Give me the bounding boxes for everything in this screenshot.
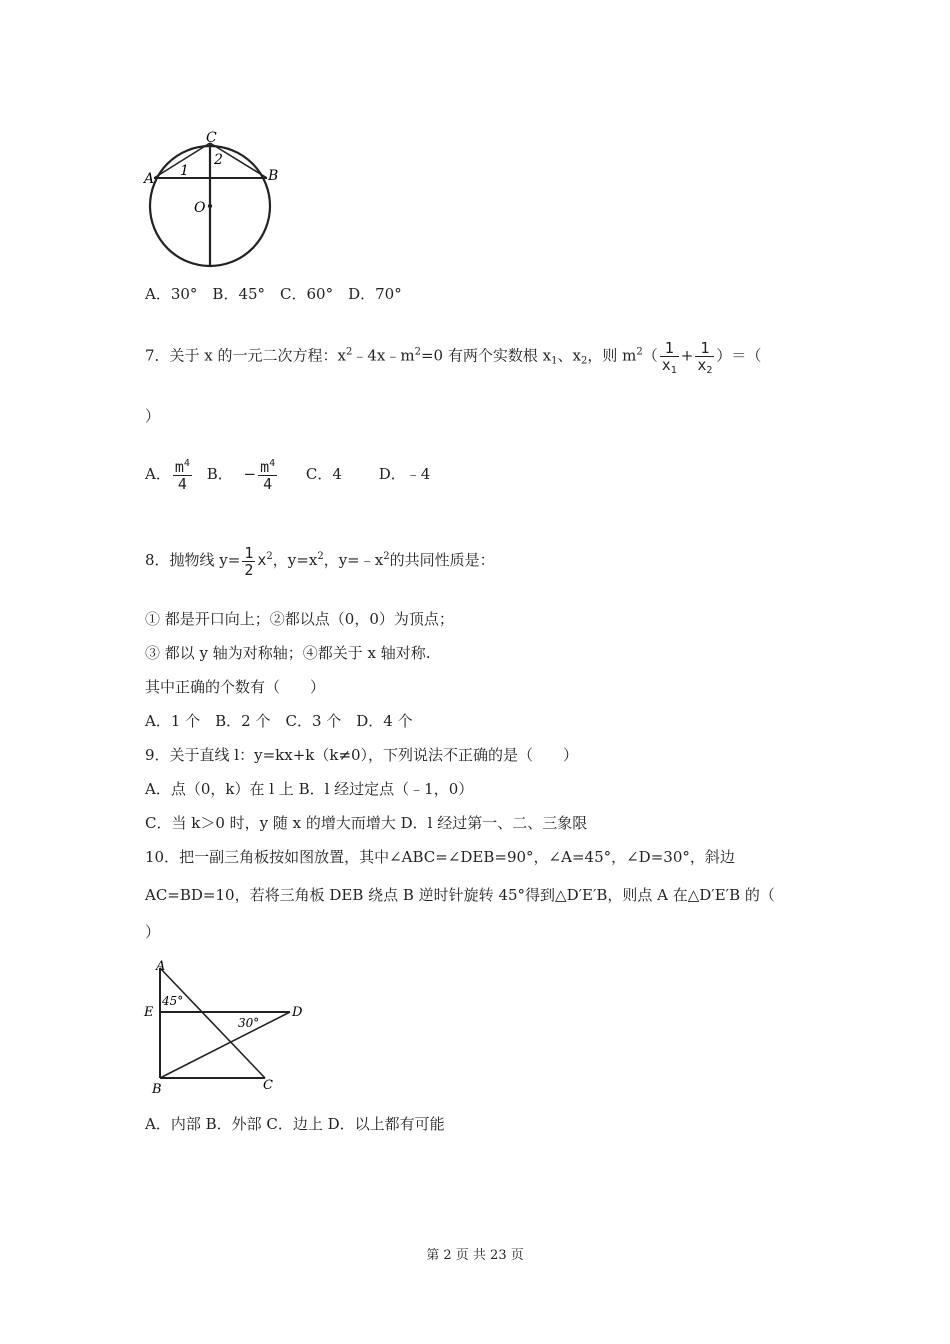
q8-line3: 其中正确的个数有（ ） xyxy=(145,678,326,696)
q9-stem: 9．关于直线 l：y=kx+k（k≠0），下列说法不正确的是（ ） xyxy=(145,746,579,764)
q8-line2: ③ 都以 y 轴为对称轴；④都关于 x 轴对称. xyxy=(145,644,431,662)
q7-opt-b-frac: $\frac{m^4}{4}$ xyxy=(260,457,276,493)
q6-options: A．30° B．45° C．60° D．70° xyxy=(145,285,402,303)
label-c: C xyxy=(263,1078,273,1093)
q10-triangles-figure xyxy=(140,956,310,1098)
label-o: O xyxy=(194,200,206,216)
q9-line1: A．点（0，k）在 l 上 B．l 经过定点（﹣1，0） xyxy=(145,780,474,798)
angle-45: 45° xyxy=(162,994,184,1008)
label-b: B xyxy=(152,1082,162,1097)
q7-frac-1: $\frac{1}{x_1}$ xyxy=(661,339,677,376)
label-a: A xyxy=(156,959,166,974)
q8-stem: 8．抛物线 y= $\frac{1}{2}$ $x^2$，$y=x^2$，$y=﹣x^2$的共同性质是： xyxy=(145,543,495,579)
label-1: 1 xyxy=(180,163,189,179)
q10-options: A．内部 B．外部 C．边上 D．以上都有可能 xyxy=(145,1115,445,1133)
q10-line2: AC=BD=10，若将三角板 DEB 绕点 B 逆时针旋转 45°得到△D′E′B，则点 A 在△D′E′B 的（ xyxy=(145,886,775,904)
label-c: C xyxy=(206,130,217,146)
label-b: B xyxy=(268,168,279,184)
label-2: 2 xyxy=(214,152,223,168)
q10-line3: ） xyxy=(145,923,161,941)
q7-close-paren: ） xyxy=(145,407,161,425)
center-dot xyxy=(208,204,212,208)
q8-line1: ① 都是开口向上；②都以点（0，0）为顶点； xyxy=(145,610,454,628)
q8-options: A．1 个 B．2 个 C．3 个 D．4 个 xyxy=(145,712,413,730)
q7-options: A． $\frac{m^4}{4}$ B． − $\frac{m^4}{4}$ C．4 D．﹣4 xyxy=(145,457,431,493)
q6-circle-figure xyxy=(140,128,290,270)
label-e: E xyxy=(144,1005,154,1020)
q7-opt-a-frac: $\frac{m^4}{4}$ xyxy=(174,457,190,493)
label-d: D xyxy=(292,1005,303,1020)
page-footer: 第 2 页 共 23 页 xyxy=(426,1248,524,1263)
q7-stem: 7．关于 x 的一元二次方程：$x^2﹣4x﹣m^2=0$ 有两个实数根 $x_1$、$x_2$，则 $m^2$（ $\frac{1}{x_1}$ + $\frac{1}{x_2}$ ）＝（ xyxy=(145,339,762,376)
q10-line1: 10．把一副三角板按如图放置，其中∠ABC=∠DEB=90°，∠A=45°，∠D=30°，斜边 xyxy=(145,848,735,866)
segment-bd xyxy=(160,1012,290,1078)
q7-frac-2: $\frac{1}{x_2}$ xyxy=(697,339,713,376)
q8-frac: $\frac{1}{2}$ xyxy=(244,543,254,579)
label-a: A xyxy=(144,171,155,187)
q9-line2: C．当 k＞0 时，y 随 x 的增大而增大 D．l 经过第一、二、三象限 xyxy=(145,814,588,832)
angle-30: 30° xyxy=(238,1016,260,1030)
